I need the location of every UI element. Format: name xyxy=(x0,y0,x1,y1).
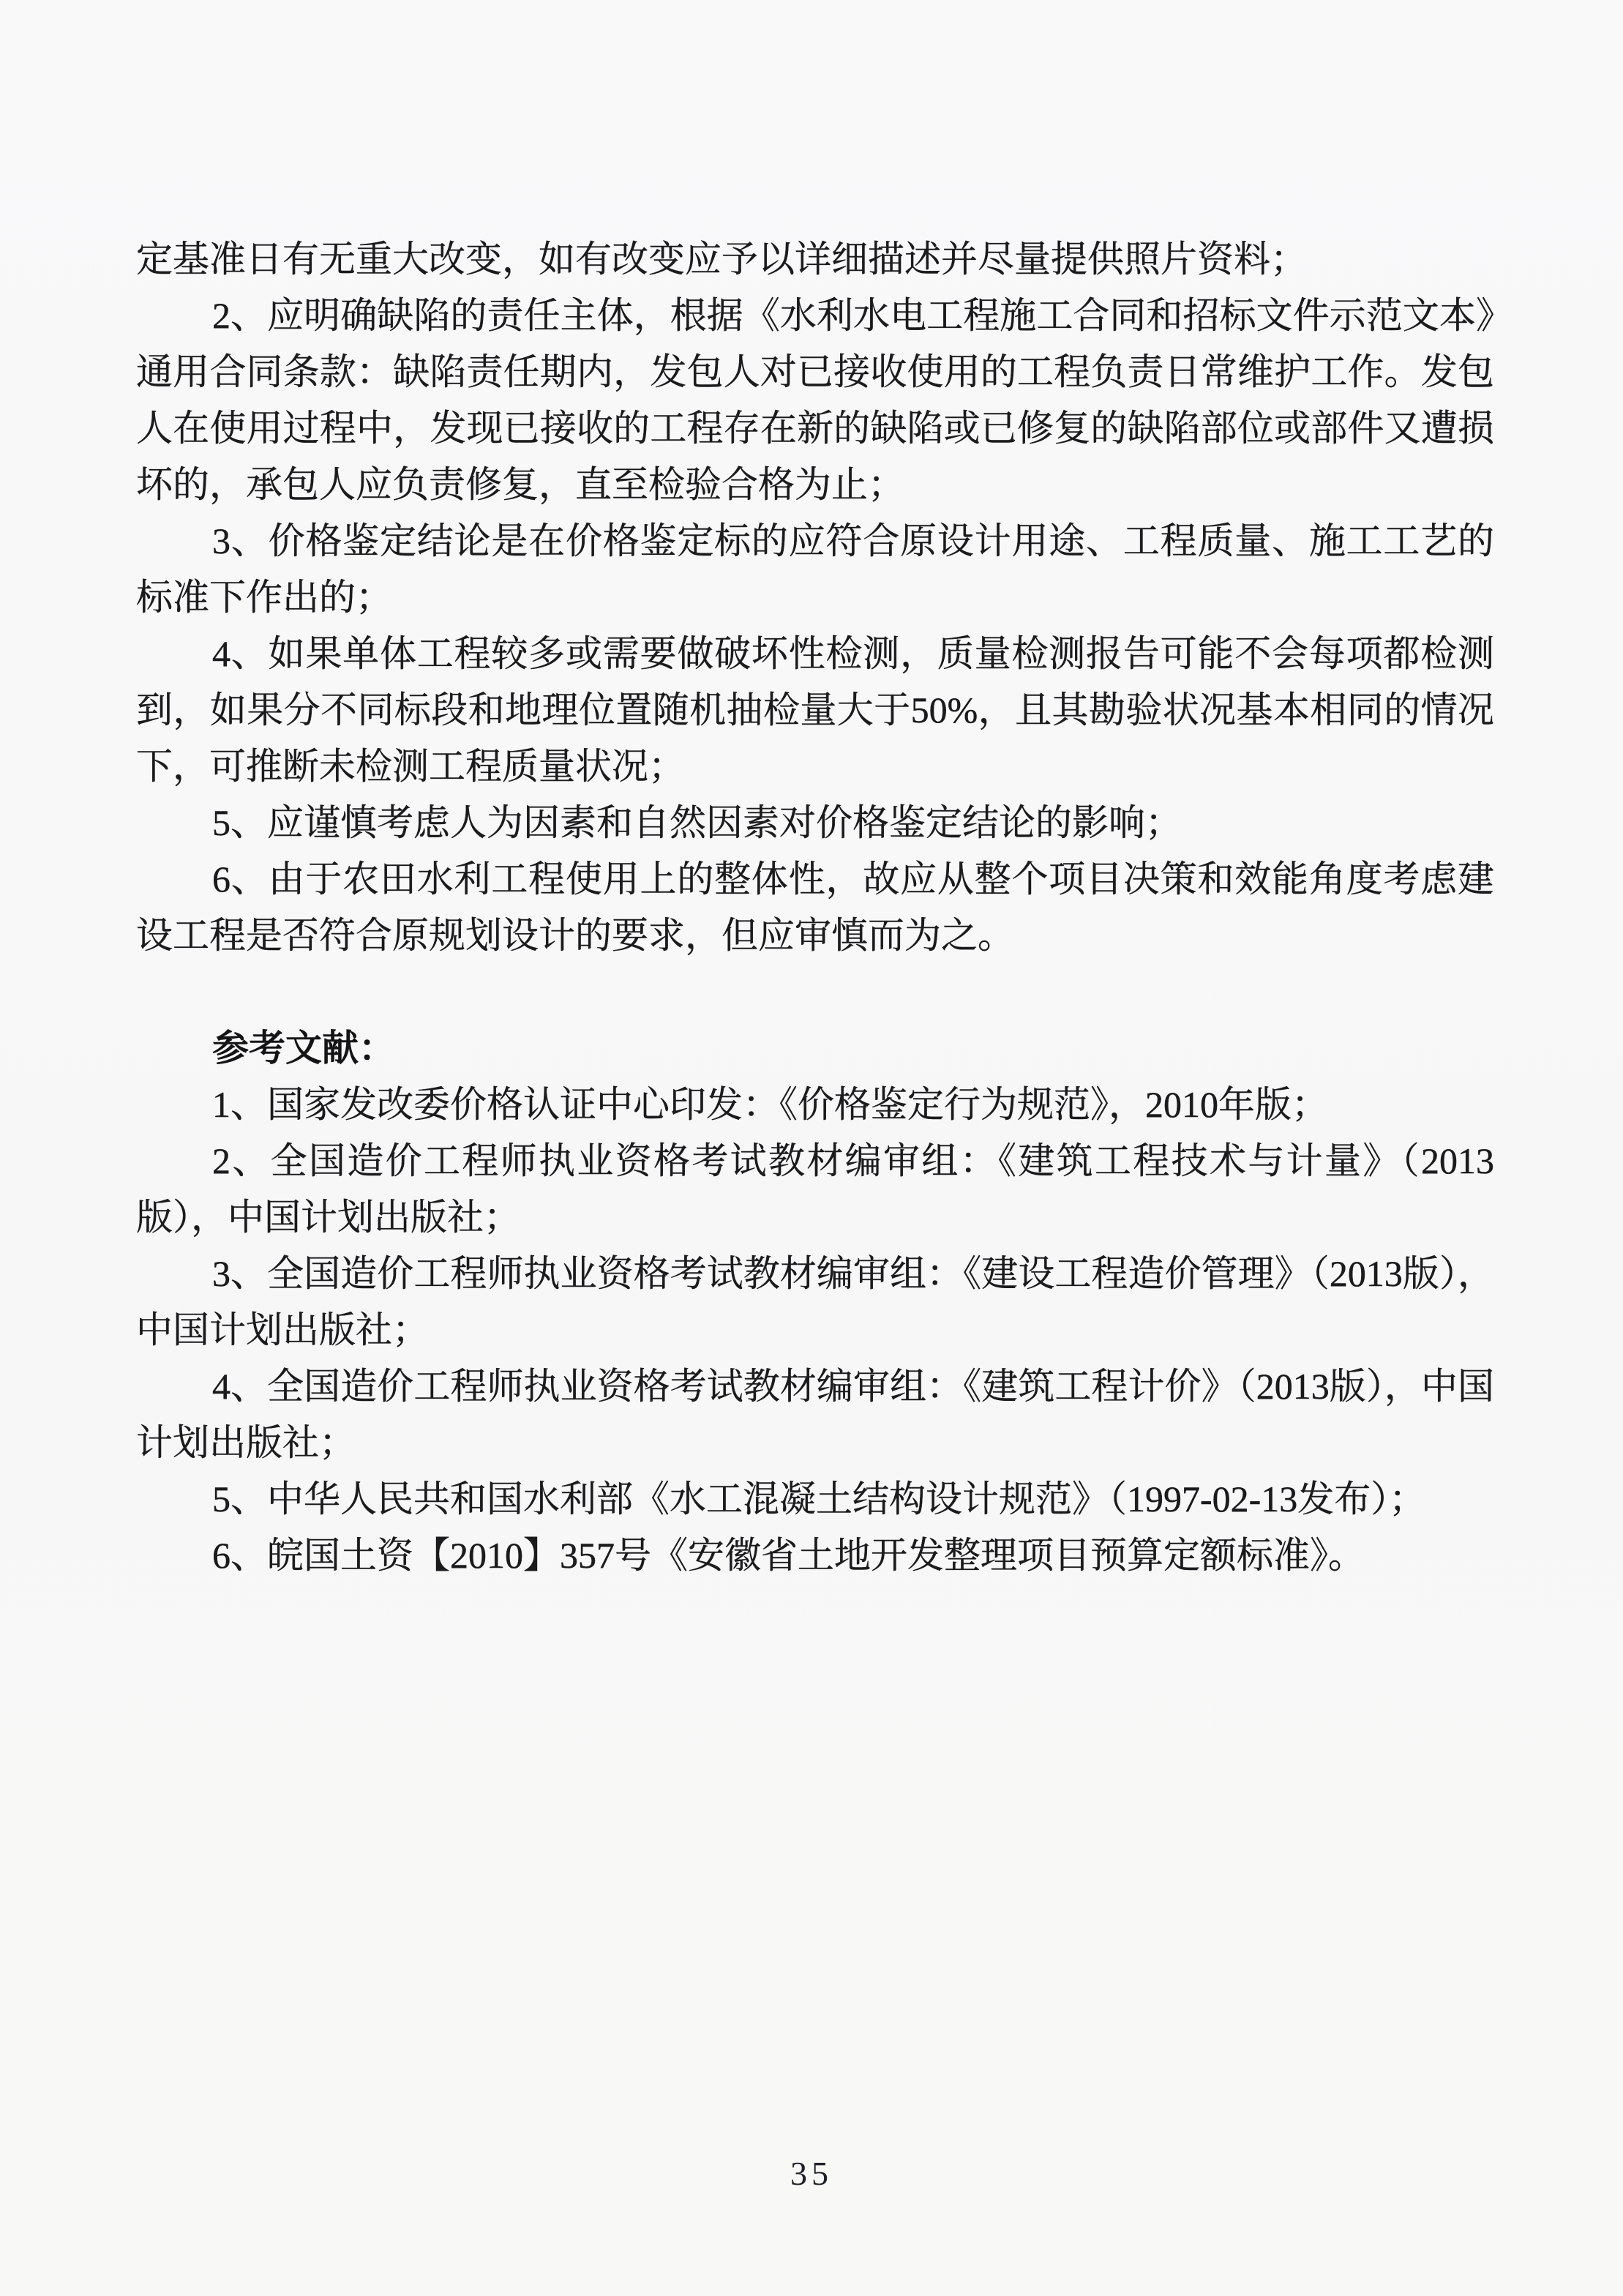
reference-item-6: 6、皖国土资【2010】357号《安徽省土地开发整理项目预算定额标准》。 xyxy=(212,1535,1365,1576)
reference-item-2: 2、全国造价工程师执业资格考试教材编审组：《建筑工程技术与计量》（2013版），中国计划出版社； xyxy=(136,1140,1494,1238)
body-paragraph-item-3: 3、价格鉴定结论是在价格鉴定标的应符合原设计用途、工程质量、施工工艺的标准下作出的； xyxy=(136,520,1494,618)
reference-item-1: 1、国家发改委价格认证中心印发：《价格鉴定行为规范》，2010年版； xyxy=(212,1084,1328,1125)
document-body xyxy=(136,231,1494,1584)
reference-item-5: 5、中华人民共和国水利部《水工混凝土结构设计规范》（1997-02-13发布）； xyxy=(212,1478,1426,1519)
references-heading: 参考文献： xyxy=(212,1028,395,1069)
body-paragraph-item-2: 2、应明确缺陷的责任主体，根据《水利水电工程施工合同和招标文件示范文本》通用合同条款：缺陷责任期内，发包人对已接收使用的工程负责日常维护工作。发包人在使用过程中，发现已接收的工程存在新的缺陷或已修复的缺陷部位或部件又遭损坏的，承包人应负责修复，直至检验合格为止； xyxy=(136,295,1494,505)
body-paragraph-item-5: 5、应谨慎考虑人为因素和自然因素对价格鉴定结论的影响； xyxy=(212,802,1182,843)
body-paragraph-item-6: 6、由于农田水利工程使用上的整体性，故应从整个项目决策和效能角度考虑建设工程是否符合原规划设计的要求，但应审慎而为之。 xyxy=(136,859,1494,956)
page-number: 35 xyxy=(790,2155,833,2192)
reference-item-4: 4、全国造价工程师执业资格考试教材编审组：《建筑工程计价》（2013版），中国计划出版社； xyxy=(136,1366,1494,1463)
body-paragraph-continuation: 定基准日有无重大改变，如有改变应予以详细描述并尽量提供照片资料； xyxy=(136,239,1307,280)
reference-item-3: 3、全国造价工程师执业资格考试教材编审组：《建设工程造价管理》（2013版），中国计划出版社； xyxy=(136,1253,1494,1350)
body-paragraph-item-4: 4、如果单体工程较多或需要做破坏性检测，质量检测报告可能不会每项都检测到，如果分不同标段和地理位置随机抽检量大于50%，且其勘验状况基本相同的情况下，可推断未检测工程质量状况； xyxy=(136,633,1494,787)
